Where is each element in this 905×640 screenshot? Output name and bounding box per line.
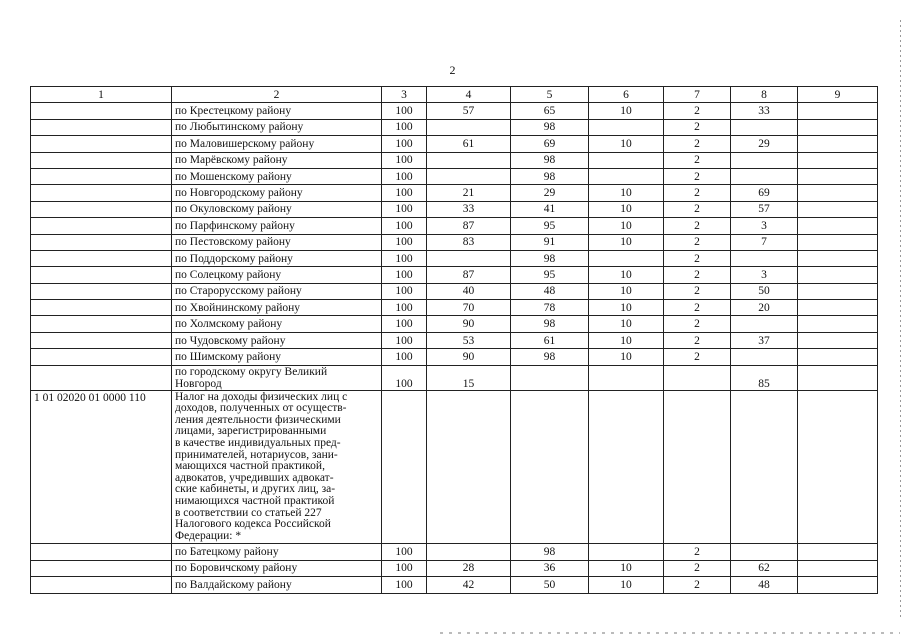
value-cell: 48 [511,283,589,299]
value-cell: 20 [731,300,798,316]
table-row [31,136,878,152]
budget-table [30,86,878,594]
value-cell [798,136,878,152]
code-cell [31,136,172,152]
value-cell [664,365,731,390]
code-cell [31,365,172,390]
value-cell [798,316,878,332]
value-cell: 100 [382,316,427,332]
district-name-cell: по Шимскому району [172,349,382,365]
value-cell [589,250,664,266]
table-body [31,87,878,594]
value-cell: 100 [382,136,427,152]
value-cell: 85 [731,365,798,390]
tax-description-line: ские кабинеты, и других лиц, за- [175,483,336,496]
district-name-cell: по Пестовскому району [172,234,382,250]
district-name-cell: по Поддорскому району [172,250,382,266]
district-name-cell: по Мошенскому району [172,168,382,184]
value-cell: 10 [589,300,664,316]
value-cell [798,250,878,266]
value-cell [427,544,511,560]
table-row [31,103,878,119]
value-cell: 10 [589,316,664,332]
code-cell [31,300,172,316]
district-name-cell: по Батецкому району [172,544,382,560]
table-row [31,267,878,283]
tax-description-line: в качестве индивидуальных пред- [175,437,341,450]
value-cell: 2 [664,300,731,316]
value-cell: 2 [664,544,731,560]
value-cell [798,185,878,201]
value-cell: 98 [511,316,589,332]
value-cell: 53 [427,332,511,348]
district-name-cell: по Марёвскому району [172,152,382,168]
value-cell: 29 [511,185,589,201]
district-name-cell [172,365,382,390]
value-cell: 37 [731,332,798,348]
value-cell: 3 [731,267,798,283]
value-cell: 100 [382,168,427,184]
value-cell: 78 [511,300,589,316]
value-cell: 100 [382,201,427,217]
value-cell: 10 [589,234,664,250]
code-cell [31,201,172,217]
value-cell: 10 [589,283,664,299]
value-cell: 2 [664,332,731,348]
table-row [31,560,878,576]
value-cell [798,283,878,299]
value-cell: 87 [427,267,511,283]
value-cell: 98 [511,152,589,168]
district-name-cell: по Окуловскому району [172,201,382,217]
value-cell [798,267,878,283]
budget-code-cell: 1 01 02020 01 0000 110 [31,390,172,544]
district-name-cell: по Солецкому району [172,267,382,283]
code-cell [31,218,172,234]
table-row [31,218,878,234]
value-cell: 100 [382,103,427,119]
value-cell [798,168,878,184]
code-cell [31,544,172,560]
value-cell [511,390,589,544]
value-cell: 100 [382,185,427,201]
header-cell: 5 [511,87,589,103]
value-cell: 10 [589,185,664,201]
code-cell [31,332,172,348]
value-cell: 100 [382,577,427,593]
district-name-cell: по Новгородскому району [172,185,382,201]
value-cell [589,544,664,560]
value-cell: 10 [589,218,664,234]
value-cell: 2 [664,316,731,332]
header-cell: 9 [798,87,878,103]
value-cell [798,365,878,390]
tax-description-line: мающихся частной практикой, [175,460,325,473]
value-cell [731,152,798,168]
value-cell [798,577,878,593]
value-cell: 100 [382,300,427,316]
value-cell: 2 [664,152,731,168]
value-cell [427,168,511,184]
value-cell: 62 [731,560,798,576]
value-cell: 100 [382,267,427,283]
tax-description-line: адвокатов, учредивших адвокат- [175,471,334,484]
value-cell [731,250,798,266]
value-cell [589,119,664,135]
value-cell: 15 [427,365,511,390]
value-cell: 70 [427,300,511,316]
header-cell: 2 [172,87,382,103]
value-cell [798,300,878,316]
district-name-cell: по Старорусскому району [172,283,382,299]
value-cell: 2 [664,103,731,119]
value-cell: 10 [589,267,664,283]
value-cell [511,365,589,390]
value-cell: 2 [664,267,731,283]
table-row [31,168,878,184]
value-cell: 61 [427,136,511,152]
tax-description-cell [172,390,382,544]
value-cell: 100 [382,544,427,560]
value-cell: 98 [511,119,589,135]
district-name-cell: по Крестецкому району [172,103,382,119]
header-row [31,87,878,103]
code-cell [31,103,172,119]
value-cell: 69 [511,136,589,152]
value-cell [731,316,798,332]
value-cell: 100 [382,234,427,250]
value-cell: 28 [427,560,511,576]
table-row [31,201,878,217]
value-cell: 10 [589,201,664,217]
value-cell: 98 [511,250,589,266]
value-cell: 100 [382,349,427,365]
value-cell: 98 [511,349,589,365]
scan-edge-mark [900,20,901,620]
value-cell: 29 [731,136,798,152]
value-cell: 98 [511,168,589,184]
value-cell: 57 [427,103,511,119]
tax-description-line: доходов, полученных от осуществ- [175,402,347,415]
value-cell: 95 [511,218,589,234]
page-number: 2 [449,63,456,77]
value-cell: 100 [382,218,427,234]
table-row [31,234,878,250]
value-cell [798,544,878,560]
value-cell: 100 [382,332,427,348]
tax-description-line: нимающихся частной практикой [175,494,335,507]
value-cell [589,390,664,544]
code-cell [31,349,172,365]
value-cell: 33 [427,201,511,217]
table-row [31,349,878,365]
value-cell: 2 [664,234,731,250]
tax-description-line: Налогового кодекса Российской [175,518,331,531]
header-cell: 4 [427,87,511,103]
value-cell: 2 [664,283,731,299]
value-cell: 40 [427,283,511,299]
value-cell: 87 [427,218,511,234]
value-cell: 98 [511,544,589,560]
value-cell [731,390,798,544]
header-cell: 3 [382,87,427,103]
value-cell: 2 [664,560,731,576]
tax-description-line: в соответствии со статьей 227 [175,506,322,519]
value-cell: 91 [511,234,589,250]
value-cell: 100 [382,283,427,299]
value-cell: 2 [664,119,731,135]
value-cell: 69 [731,185,798,201]
value-cell [731,119,798,135]
table-row [31,332,878,348]
value-cell: 36 [511,560,589,576]
tax-description-line: принимателей, нотариусов, зани- [175,448,338,461]
district-name-cell: по Парфинскому району [172,218,382,234]
header-cell: 8 [731,87,798,103]
value-cell: 100 [382,365,427,390]
value-cell [798,119,878,135]
value-cell [427,390,511,544]
tax-description-line: лицами, зарегистрированными [175,425,327,438]
value-cell [589,152,664,168]
value-cell: 41 [511,201,589,217]
value-cell: 50 [511,577,589,593]
value-cell: 2 [664,136,731,152]
table-row [31,577,878,593]
value-cell: 10 [589,349,664,365]
value-cell: 95 [511,267,589,283]
district-name-line: Новгород [175,377,222,390]
code-cell [31,234,172,250]
district-name-cell: по Валдайскому району [172,577,382,593]
value-cell [589,365,664,390]
value-cell [798,103,878,119]
value-cell [731,349,798,365]
table-row [31,250,878,266]
value-cell: 90 [427,316,511,332]
value-cell [798,201,878,217]
value-cell [798,152,878,168]
tax-description-line: Налог на доходы физических лиц с [175,390,348,403]
value-cell: 10 [589,332,664,348]
table-row [31,185,878,201]
header-cell: 6 [589,87,664,103]
value-cell: 7 [731,234,798,250]
tax-description-line: ления деятельности физическими [175,413,341,426]
tax-description-line: Федерации: * [175,529,242,542]
table-row [31,544,878,560]
value-cell: 57 [731,201,798,217]
value-cell: 2 [664,201,731,217]
code-cell [31,283,172,299]
value-cell: 10 [589,577,664,593]
value-cell [427,250,511,266]
value-cell: 2 [664,577,731,593]
district-name-cell: по Маловишерскому району [172,136,382,152]
value-cell: 50 [731,283,798,299]
value-cell: 100 [382,560,427,576]
code-cell [31,168,172,184]
value-cell: 61 [511,332,589,348]
value-cell: 65 [511,103,589,119]
value-cell: 48 [731,577,798,593]
value-cell: 10 [589,103,664,119]
value-cell: 10 [589,560,664,576]
value-cell [731,168,798,184]
district-name-cell: по Чудовскому району [172,332,382,348]
value-cell [798,349,878,365]
value-cell: 2 [664,218,731,234]
value-cell [427,152,511,168]
code-cell [31,185,172,201]
value-cell [798,390,878,544]
value-cell: 100 [382,250,427,266]
code-cell [31,152,172,168]
code-cell [31,119,172,135]
header-cell: 1 [31,87,172,103]
value-cell [731,544,798,560]
value-cell: 100 [382,152,427,168]
table-row [31,283,878,299]
value-cell: 90 [427,349,511,365]
district-name-cell: по Холмскому району [172,316,382,332]
value-cell: 2 [664,185,731,201]
value-cell: 10 [589,136,664,152]
value-cell: 83 [427,234,511,250]
table-row [31,152,878,168]
value-cell: 3 [731,218,798,234]
table-row [31,300,878,316]
scan-bottom-noise [440,632,900,634]
code-cell [31,560,172,576]
code-cell [31,577,172,593]
table-row [31,316,878,332]
value-cell: 42 [427,577,511,593]
value-cell: 100 [382,119,427,135]
value-cell [798,234,878,250]
header-cell: 7 [664,87,731,103]
value-cell [589,168,664,184]
value-cell [798,560,878,576]
value-cell: 21 [427,185,511,201]
district-name-cell: по Хвойнинскому району [172,300,382,316]
value-cell: 2 [664,250,731,266]
district-name-cell: по Боровичскому району [172,560,382,576]
value-cell [664,390,731,544]
value-cell [798,332,878,348]
value-cell [427,119,511,135]
value-cell: 2 [664,168,731,184]
code-cell [31,316,172,332]
table-row-section [31,390,878,544]
district-name-cell: по Любытинскому району [172,119,382,135]
code-cell [31,267,172,283]
table-row-city [31,365,878,390]
value-cell: 33 [731,103,798,119]
code-cell [31,250,172,266]
district-name-line: по городскому округу Великий [175,365,328,378]
value-cell [382,390,427,544]
value-cell [798,218,878,234]
value-cell: 2 [664,349,731,365]
table-row [31,119,878,135]
